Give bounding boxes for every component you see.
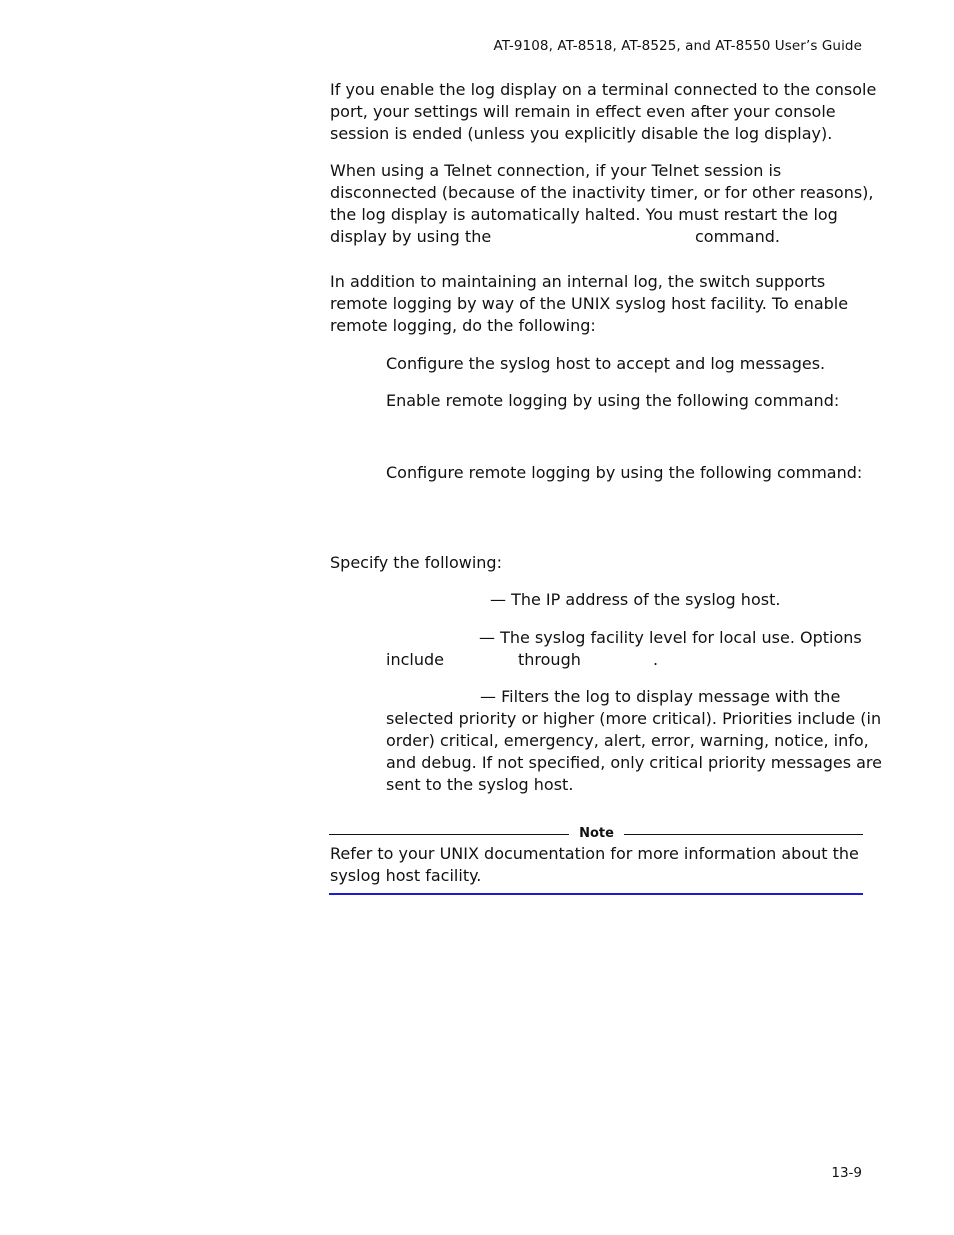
- note-rule-right: [624, 834, 863, 835]
- definition-ipaddress: — The IP address of the syslog host.: [490, 590, 781, 609]
- definition-priority: — Filters the log to display message with the: [480, 687, 841, 706]
- paragraph-log-display-console: [330, 79, 877, 145]
- text-line: When using a Telnet connection, if your Telnet session is: [330, 161, 782, 180]
- text-line: Refer to your UNIX documentation for more information about the: [330, 844, 859, 863]
- specify-intro: Specify the following:: [330, 553, 502, 572]
- note-rule-left: [329, 834, 569, 835]
- step-configure-remote-logging: Configure remote logging by using the following command:: [386, 463, 863, 482]
- paragraph-telnet-log-display: [330, 160, 874, 248]
- text-line: port, your settings will remain in effect even after your console: [330, 102, 836, 121]
- definition-facility-through: through: [518, 650, 581, 669]
- definition-facility-period: .: [653, 650, 659, 669]
- note-text: [330, 843, 870, 887]
- text-line: sent to the syslog host.: [386, 775, 574, 794]
- text-line: and debug. If not specified, only critical priority messages are: [386, 753, 882, 772]
- text-line: In addition to maintaining an internal log, the switch supports: [330, 272, 826, 291]
- text-line: syslog host facility.: [330, 866, 482, 885]
- text-line: disconnected (because of the inactivity timer, or for other reasons),: [330, 183, 874, 202]
- step-configure-syslog-host: Configure the syslog host to accept and log messages.: [386, 354, 826, 373]
- definition-priority-body: [386, 708, 882, 796]
- text-line: order) critical, emergency, alert, error, warning, notice, info,: [386, 731, 869, 750]
- note-label: Note: [579, 826, 614, 841]
- text-fragment: command.: [695, 227, 780, 246]
- definition-facility: — The syslog facility level for local use. Options: [479, 628, 862, 647]
- text-line: [330, 226, 870, 248]
- definition-facility-include: include: [386, 650, 444, 669]
- note-bottom-rule: [329, 893, 863, 895]
- text-line: the log display is automatically halted. You must restart the log: [330, 205, 838, 224]
- text-line: remote logging, do the following:: [330, 316, 596, 335]
- text-fragment: display by using the: [330, 227, 492, 246]
- text-line: If you enable the log display on a terminal connected to the console: [330, 80, 877, 99]
- paragraph-remote-logging-intro: [330, 271, 870, 337]
- running-header: AT-9108, AT-8518, AT-8525, and AT-8550 User’s Guide: [493, 38, 862, 54]
- text-line: remote logging by way of the UNIX syslog host facility. To enable: [330, 294, 849, 313]
- text-line: session is ended (unless you explicitly disable the log display).: [330, 124, 833, 143]
- text-line: selected priority or higher (more critical). Priorities include (in: [386, 709, 882, 728]
- step-enable-remote-logging: Enable remote logging by using the following command:: [386, 391, 840, 410]
- page-number: 13-9: [831, 1165, 862, 1181]
